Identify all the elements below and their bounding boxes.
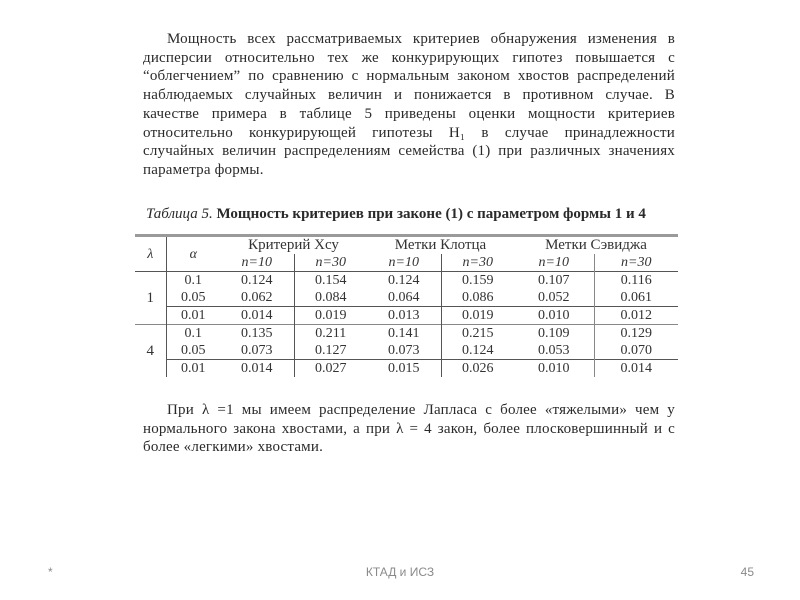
value-cell: 0.124 (367, 272, 441, 290)
header-group-hsu: Критерий Хсу (248, 237, 339, 253)
alpha-cell: 0.05 (166, 342, 220, 360)
conclusion-paragraph (143, 401, 675, 457)
value-cell: 0.124 (441, 342, 514, 360)
table-caption-label: Таблица 5. (146, 206, 213, 222)
alpha-cell: 0.1 (166, 272, 220, 290)
value-cell: 0.073 (241, 343, 273, 358)
intro-line: “облегчением” по сравнению с нормальным законом хвостов распределений (143, 68, 675, 85)
value-cell: 0.135 (220, 325, 294, 343)
value-cell: 0.215 (441, 325, 514, 343)
header-alpha: α (166, 236, 220, 272)
value-cell: 0.141 (367, 325, 441, 343)
value-cell: 0.124 (220, 272, 294, 290)
subheader-n: n=30 (294, 254, 367, 272)
intro-line: параметра формы. (143, 161, 264, 178)
intro-line: относительно конкурирующей гипотезы H₁ в случае принадлежности (143, 124, 675, 141)
intro-paragraph (143, 30, 675, 180)
page-number: 45 (740, 565, 754, 579)
footer-marker: * (48, 565, 53, 579)
alpha-cell: 0.1 (166, 325, 220, 343)
value-cell: 0.019 (441, 307, 514, 325)
alpha-cell: 0.01 (166, 360, 220, 378)
table-row (135, 289, 678, 307)
value-cell: 0.084 (294, 289, 367, 307)
table-row (135, 325, 678, 343)
value-cell: 0.107 (514, 272, 594, 290)
subheader-n: n=10 (241, 255, 272, 270)
table-caption (146, 206, 646, 223)
table-row (135, 342, 678, 360)
alpha-cell: 0.05 (166, 289, 220, 307)
subheader-n: n=30 (441, 254, 514, 272)
value-cell: 0.013 (367, 307, 441, 325)
value-cell: 0.109 (514, 325, 594, 343)
header-lambda: λ (147, 246, 154, 262)
value-cell: 0.014 (220, 360, 294, 378)
value-cell: 0.154 (294, 272, 367, 290)
value-cell: 0.116 (594, 272, 678, 290)
value-cell: 0.019 (294, 307, 367, 325)
table-row (135, 272, 678, 290)
table-row (135, 307, 678, 325)
conclusion-text: При λ =1 мы имеем распределение Лапласа с более «тяжелыми» чем у нормального закона хвостами, а при λ = 4 закон, более плосковершинный и с более «легкими» хвостами. (143, 402, 675, 456)
table-row (135, 360, 678, 378)
value-cell: 0.127 (294, 342, 367, 360)
value-cell: 0.211 (294, 325, 367, 343)
value-cell: 0.086 (441, 289, 514, 307)
footer-title: КТАД и ИСЗ (365, 565, 435, 579)
table-body (135, 272, 678, 378)
value-cell: 0.027 (294, 360, 367, 378)
table-caption-title: Мощность критериев при законе (1) с параметром формы 1 и 4 (216, 206, 646, 222)
value-cell: 0.010 (514, 307, 594, 325)
value-cell: 0.061 (594, 289, 678, 307)
header-group-klotz: Метки Клотца (394, 237, 487, 253)
alpha-cell: 0.01 (166, 307, 220, 325)
value-cell: 0.014 (220, 307, 294, 325)
intro-line: Мощность всех рассматриваемых критериев обнаружения изменения в (167, 31, 675, 47)
power-table (135, 234, 678, 377)
header-group-savage: Метки Сэвиджа (545, 237, 647, 253)
lambda-cell: 1 (135, 272, 166, 325)
value-cell: 0.129 (594, 325, 678, 343)
subheader-n: n=10 (388, 255, 419, 270)
value-cell: 0.010 (514, 360, 594, 378)
lambda-cell: 4 (135, 325, 166, 378)
value-cell: 0.053 (538, 343, 570, 358)
intro-line: качестве примера в таблице 5 приведены оценки мощности критериев (143, 105, 675, 122)
value-cell: 0.064 (388, 290, 420, 305)
intro-line: случайных величин распределениям семейства (1) при различных значениях (143, 143, 675, 160)
value-cell: 0.070 (594, 342, 678, 360)
value-cell: 0.073 (388, 343, 420, 358)
value-cell: 0.159 (441, 272, 514, 290)
value-cell: 0.052 (538, 290, 570, 305)
value-cell: 0.015 (367, 360, 441, 378)
subheader-n: n=30 (594, 254, 678, 272)
table-header-row (135, 236, 678, 255)
value-cell: 0.026 (441, 360, 514, 378)
value-cell: 0.014 (594, 360, 678, 378)
intro-line: наблюдаемых случайных величин и понижается в противном случае. В (143, 87, 675, 104)
value-cell: 0.062 (241, 290, 273, 305)
intro-line: дисперсии относительно тех же конкурирующих гипотез повышается с (143, 49, 675, 66)
value-cell: 0.012 (594, 307, 678, 325)
subheader-n: n=10 (538, 255, 569, 270)
